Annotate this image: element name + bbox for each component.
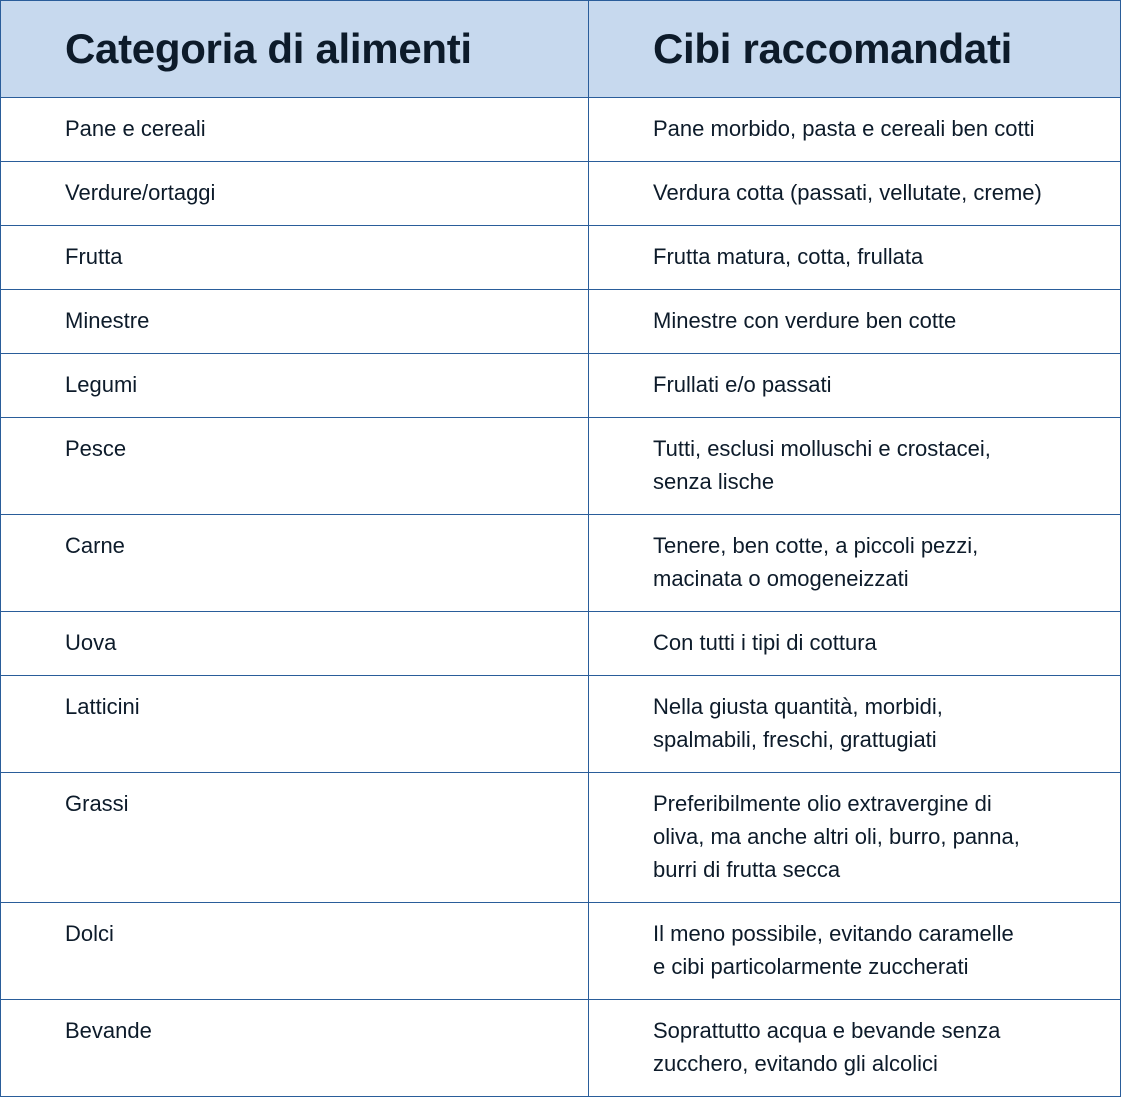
category-cell: Dolci <box>1 903 589 1000</box>
recommended-line: Tutti, esclusi molluschi e crostacei, <box>653 436 991 461</box>
category-cell: Minestre <box>1 290 589 354</box>
category-cell: Bevande <box>1 1000 589 1097</box>
recommended-cell <box>589 290 1121 354</box>
category-cell: Uova <box>1 612 589 676</box>
category-cell: Carne <box>1 515 589 612</box>
table-row <box>1 676 1121 773</box>
table-row <box>1 98 1121 162</box>
category-cell: Latticini <box>1 676 589 773</box>
table-row <box>1 226 1121 290</box>
category-cell: Pesce <box>1 418 589 515</box>
header-row <box>1 1 1121 98</box>
recommended-line: Preferibilmente olio extravergine di <box>653 791 992 816</box>
recommended-line: Soprattutto acqua e bevande senza <box>653 1018 1001 1043</box>
recommended-line: Nella giusta quantità, morbidi, <box>653 694 943 719</box>
header-recommended: Cibi raccomandati <box>589 1 1121 98</box>
category-cell: Frutta <box>1 226 589 290</box>
recommended-line: Verdura cotta (passati, vellutate, creme) <box>653 180 1042 205</box>
recommended-cell <box>589 515 1121 612</box>
recommended-line: oliva, ma anche altri oli, burro, panna, <box>653 824 1020 849</box>
table-row <box>1 515 1121 612</box>
table-row <box>1 290 1121 354</box>
recommended-line: Frullati e/o passati <box>653 372 832 397</box>
category-cell: Verdure/ortaggi <box>1 162 589 226</box>
recommended-cell <box>589 162 1121 226</box>
table-row <box>1 354 1121 418</box>
table-row <box>1 1000 1121 1097</box>
table-row <box>1 903 1121 1000</box>
category-cell: Grassi <box>1 773 589 903</box>
recommended-line: e cibi particolarmente zuccherati <box>653 954 969 979</box>
recommended-line: Il meno possibile, evitando caramelle <box>653 921 1014 946</box>
recommended-line: zucchero, evitando gli alcolici <box>653 1051 938 1076</box>
recommended-cell <box>589 676 1121 773</box>
recommended-cell <box>589 354 1121 418</box>
category-cell: Pane e cereali <box>1 98 589 162</box>
recommended-line: Pane morbido, pasta e cereali ben cotti <box>653 116 1035 141</box>
recommended-line: Tenere, ben cotte, a piccoli pezzi, <box>653 533 979 558</box>
table-row <box>1 773 1121 903</box>
table-row <box>1 418 1121 515</box>
recommended-cell <box>589 612 1121 676</box>
category-cell: Legumi <box>1 354 589 418</box>
recommended-line: macinata o omogeneizzati <box>653 566 909 591</box>
table-row <box>1 612 1121 676</box>
header-category: Categoria di alimenti <box>1 1 589 98</box>
recommended-cell <box>589 226 1121 290</box>
recommended-cell <box>589 903 1121 1000</box>
recommended-cell <box>589 1000 1121 1097</box>
recommended-line: senza lische <box>653 469 775 494</box>
recommended-line: burri di frutta secca <box>653 857 841 882</box>
recommended-line: spalmabili, freschi, grattugiati <box>653 727 937 752</box>
recommended-cell <box>589 418 1121 515</box>
recommended-line: Con tutti i tipi di cottura <box>653 630 877 655</box>
recommended-line: Minestre con verdure ben cotte <box>653 308 957 333</box>
recommended-line: Frutta matura, cotta, frullata <box>653 244 924 269</box>
recommended-cell <box>589 773 1121 903</box>
table-row <box>1 162 1121 226</box>
recommended-cell <box>589 98 1121 162</box>
